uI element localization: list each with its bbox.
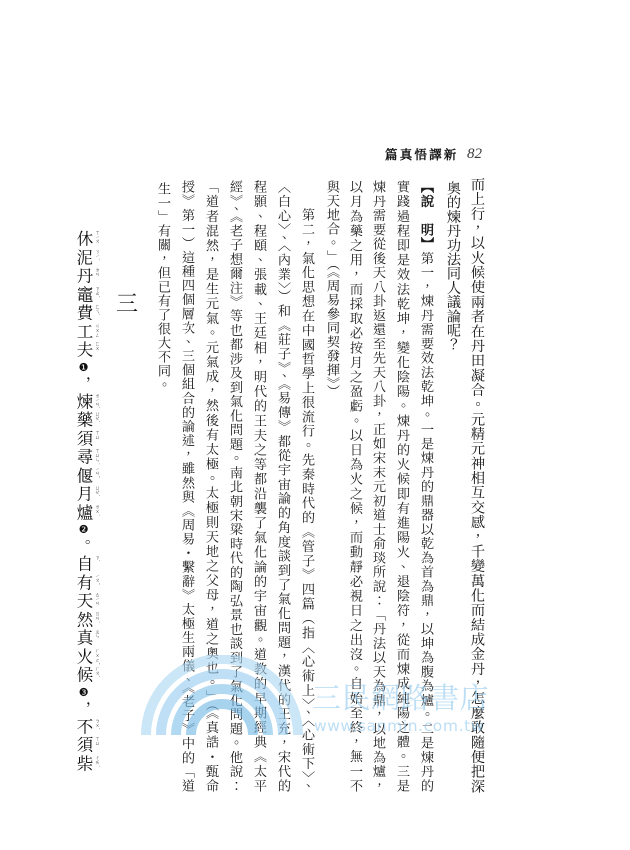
text-column: 奧的煉丹功法同人議論呢？ [445,181,461,352]
poem-char-cell [74,665,108,684]
watermark-store-name: 三民網路書店 [312,681,490,715]
text-column: 與天地合。」（《周易參同契發揮》） [324,180,339,399]
poem-char: 偃 [74,466,93,483]
note-marker-1: ❶ [77,360,90,374]
note-marker-3: ❸ [77,685,90,699]
poem-char: 天 [74,592,93,609]
poem-char: 真 [74,629,93,646]
zhuyin-annotation: ㄓㄣ [94,629,100,639]
poem-char-cell [74,322,108,341]
zhuyin-annotation: ㄔㄞˊ [94,754,100,767]
poem-char-cell [74,340,108,359]
poem-char: 竈 [74,285,93,302]
poem-char-cell [74,610,108,629]
zhuyin-annotation: ㄒㄩ [94,429,100,440]
zhuyin-annotation: ㄗㄠˋ [94,285,100,298]
punctuation-cell [74,701,108,717]
poem-char: 藥 [74,411,93,428]
poem-char-cell [74,248,108,267]
zhuyin-annotation: ㄒㄩㄣˊ [94,448,100,465]
zhuyin-annotation: ㄌㄧㄢˋ [94,392,100,409]
zhuyin-annotation: ㄧㄡˇ [94,573,100,585]
poem-char-cell [74,735,108,754]
poem-char-cell [74,591,108,610]
zhuyin-annotation: ㄌㄨˊ [94,503,100,516]
poem-char-cell [74,484,108,503]
poem-column [74,229,108,772]
poem-char: 煉 [74,392,93,409]
poem-char: 月 [74,485,93,502]
poem-char-cell [74,429,108,448]
poem-char-cell [74,573,108,592]
poem-char: 須 [74,429,93,446]
poem-char-cell [74,266,108,285]
section-number: 三 [116,292,139,317]
watermark-logo-arcs-icon [140,655,310,735]
poem-char: 火 [74,647,93,664]
zhuyin-annotation: ㄉㄢ [94,267,100,277]
poem-char: 須 [74,736,93,753]
poem-char-cell [74,303,108,322]
poem-punctuation: ， [74,701,92,716]
text-column: 以月為藥之用，而採取必按月之盈虧。以日為火之候，而動靜必視日之出沒。自始至終，無一不 [347,180,362,792]
poem-char-cell [74,554,108,573]
note-marker-2: ❷ [77,523,90,536]
zhuyin-annotation: ㄧㄢˇ [94,466,100,478]
poem-char: 工 [74,322,93,339]
note-marker-cell [74,521,108,538]
poem-char-cell [74,447,108,466]
poem-char-cell [74,466,108,485]
poem-char: 泥 [74,248,93,265]
poem-punctuation: ， [74,376,92,391]
zhuyin-annotation: ㄈㄟˋ [94,304,100,316]
text-column: 實踐過程即是效法乾坤，變化陰陽。煉丹的火候即有進陽火、退陰符，從而煉成純陽之體。三是 [394,180,409,792]
punctuation-cell [74,538,108,554]
poem-char-cell [74,647,108,666]
zhuyin-annotation: ㄊㄧㄢ [94,592,100,606]
poem-char-cell [74,285,108,304]
punctuation-cell [74,376,108,392]
text-column: 〈白心〉、〈內業〉）和《莊子》、《易傳》都從宇宙論的角度談到了氣化問題，漢代的王充，宋代的 [275,180,290,792]
zhuyin-annotation: ㄒㄧㄡ [94,230,100,244]
poem-char: 費 [74,304,93,321]
note-marker-cell [74,359,108,376]
poem-char: 夫 [74,341,93,358]
note-marker-cell [74,684,108,701]
text-column: 程顥、程頤、張載、王廷相，明代的王夫之等都沿襲了氣化論的宇宙觀。道教的早期經典《太平 [251,180,266,792]
poem-char: 候 [74,666,93,683]
zhuyin-annotation: ㄩㄝˋ [94,411,100,423]
zhuyin-annotation: ㄩㄝˋ [94,485,100,497]
zhuyin-annotation: ㄋㄧˊ [94,248,100,260]
poem-char: 然 [74,610,93,627]
poem-char: 休 [74,230,93,247]
text-column: 經》、《老子想爾注》等也都涉及到氣化問題。南北朝宋梁時代的陶弘景也談到了氣化問題。他說： [227,180,242,792]
text-column: 煉丹需要從後天八卦返還至先天八卦，正如宋末元初道士俞琰所說：「丹法以天為鼎，以地為爐， [370,180,385,792]
zhuyin-annotation: ㄏㄨㄛˇ [94,647,100,665]
poem-char-cell [74,392,108,411]
text-column-indented: 第二，氣化思想在中國哲學上很流行。先秦時代的《管子》四篇（指〈心術上〉、〈心術下〉、 [299,208,314,792]
text-column: 「道者混然，是生元氣。元氣成，然後有太極。太極則天地之父母，道之奧也。」（《真誥・甄命 [203,180,218,792]
poem-char-cell [74,717,108,736]
poem-char-cell [74,754,108,773]
poem-char: 自 [74,555,93,572]
poem-char-cell [74,410,108,429]
commentary-label: 【說 明】 [418,180,433,252]
watermark-url: www.sanmin.com.tw [314,717,485,735]
poem-punctuation: 。 [74,538,92,554]
zhuyin-annotation: ㄍㄨㄥ [94,322,100,337]
poem-char-cell [74,229,108,248]
zhuyin-annotation: ㄏㄡˋ [94,666,100,678]
text-column: 授》第一）這種四個層次、三個組合的論述，雖然與《周易・繫辭》太極生兩儀、《老子》中的「道 [179,180,194,792]
commentary-text: 第一，煉丹需要效法乾坤。一是煉丹的鼎器以乾為首為鼎，以坤為腹為爐。二是煉丹的 [418,251,433,792]
poem-char-cell [74,628,108,647]
zhuyin-annotation: ㄅㄨˋ [94,717,100,730]
poem-char-cell [74,503,108,522]
zhuyin-annotation: ㄗˋ [94,555,100,563]
poem-char: 不 [74,717,93,734]
poem-char: 丹 [74,267,93,284]
zhuyin-annotation: ㄈㄨ [94,341,100,351]
poem-char: 尋 [74,448,93,465]
poem-char: 爐 [74,503,93,520]
poem-char: 柴 [74,754,93,771]
text-column: 而上行，以火候使兩者在丹田凝合。元精元神相互交感，千變萬化而結成金丹，怎麼敢隨便把深 [469,177,485,793]
zhuyin-annotation: ㄖㄢˊ [94,610,100,623]
poem-char: 有 [74,573,93,590]
text-column: 生一」有關，但已有了很大不同。 [155,182,170,392]
zhuyin-annotation: ㄒㄩ [94,736,100,746]
page-number: 82 [467,146,482,162]
running-head-title: 新譯悟真篇 [385,147,459,162]
